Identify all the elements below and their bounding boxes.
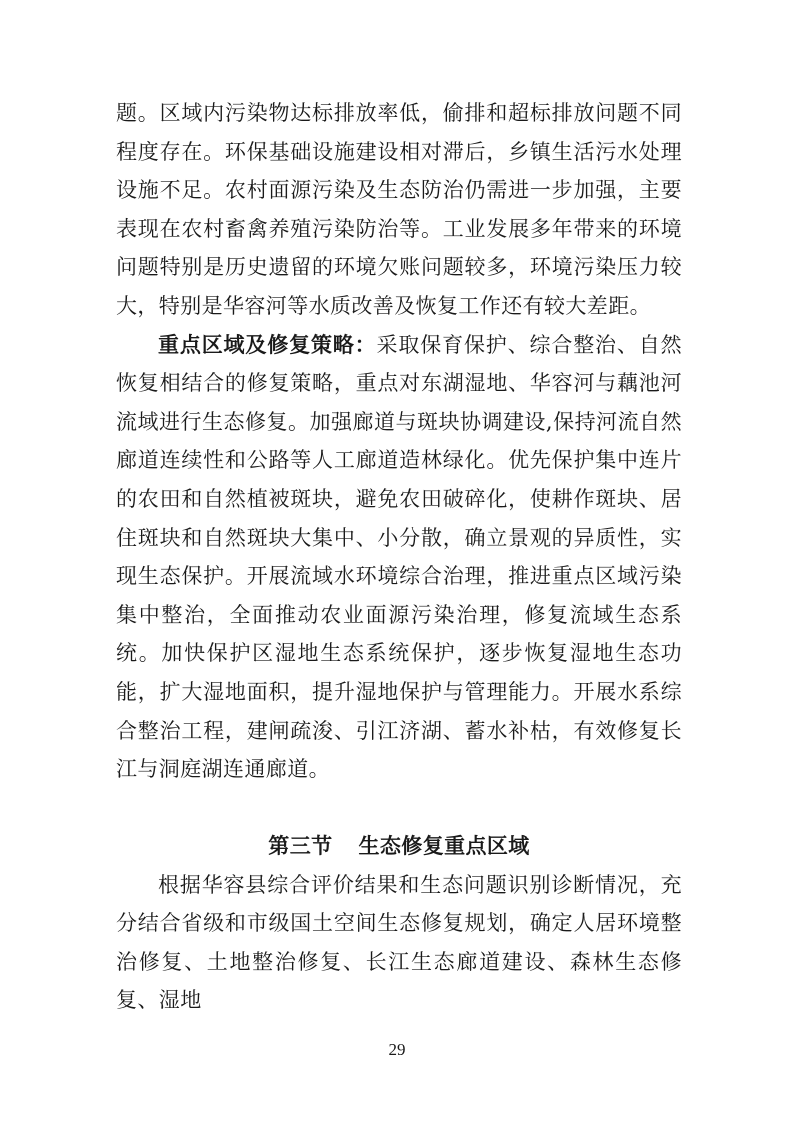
strategy-body-text: 采取保育保护、综合整治、自然恢复相结合的修复策略，重点对东湖湿地、华容河与藕池河流域进行生态修复。加强廊道与斑块协调建设,保持河流自然廊道连续性和公路等人工廊道造林绿化。优先保护集中连片的农田和自然植被斑块，避免农田破碎化，使耕作斑块、居住斑块和自然斑块大集中、小分散，确立景观的异质性，实现生态保护。开展流域水环境综合治理，推进重点区域污染集中整治，全面推动农业面源污染治理，修复流域生态系统。加快保护区湿地生态系统保护，逐步恢复湿地生态功能，扩大湿地面积，提升湿地保护与管理能力。开展水系综合整治工程，建闸疏浚、引江济湖、蓄水补枯，有效修复长江与洞庭湖连通廊道。 (116, 332, 683, 782)
paragraph-pollution-issues: 题。区域内污染物达标排放率低，偷排和超标排放问题不同程度存在。环保基础设施建设相对滞后，乡镇生活污水处理设施不足。农村面源污染及生态防治仍需进一步加强，主要表现在农村畜禽养殖污染防治等。工业发展多年带来的环境问题特别是历史遗留的环境欠账问题较多，环境污染压力较大，特别是华容河等水质改善及恢复工作还有较大差距。 (116, 101, 682, 318)
document-body (116, 94, 682, 1020)
section-number: 第三节 (268, 833, 333, 858)
section-title: 生态修复重点区域 (358, 833, 530, 858)
strategy-lead-heading: 重点区域及修复策略： (158, 332, 377, 357)
paragraph-restoration-strategy (116, 326, 682, 789)
section-heading (116, 826, 682, 866)
page-number: 29 (388, 1040, 406, 1059)
paragraph-key-areas: 根据华容县综合评价结果和生态问题识别诊断情况，充分结合省级和市级国土空间生态修复规划，确定人居环境整治修复、土地整治修复、长江生态廊道建设、森林生态修复、湿地 (116, 872, 682, 1013)
